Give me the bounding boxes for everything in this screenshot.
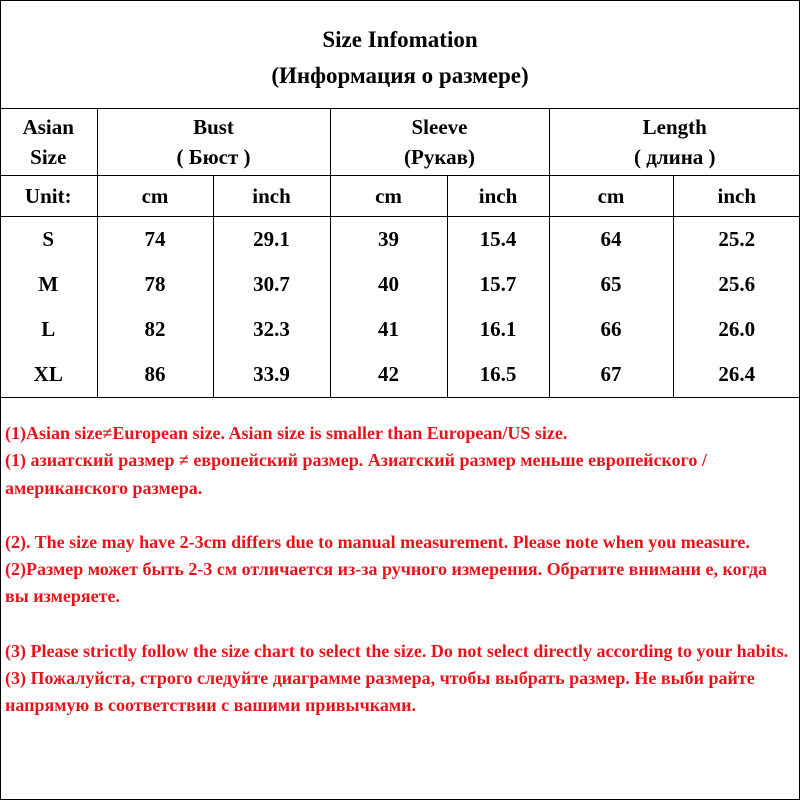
header-bust	[97, 109, 330, 176]
header-sleeve-line1: Sleeve	[411, 115, 468, 139]
unit-cell: cm	[549, 176, 673, 217]
table-cell: 25.6	[673, 262, 800, 307]
note-3-russian: (3) Пожалуйста, строго следуйте диаграмме размера, чтобы выбрать размер. Не выби райте напрямую в соответствии с вашими привычками.	[5, 668, 755, 716]
table-cell: 26.4	[673, 352, 800, 398]
header-bust-line1: Bust	[193, 115, 234, 139]
header-size-line2: Size	[30, 145, 67, 169]
note-1-english: (1)Asian size≠European size. Asian size is smaller than European/US size.	[5, 423, 568, 443]
table-row	[0, 262, 800, 307]
table-cell: L	[0, 307, 97, 352]
table-cell: M	[0, 262, 97, 307]
note-3-english: (3) Please strictly follow the size chart to select the size. Do not select directly according to your habits.	[5, 640, 789, 661]
table-cell: 74	[97, 217, 213, 263]
table-cell: 65	[549, 262, 673, 307]
header-row	[0, 109, 800, 176]
table-cell: 16.1	[447, 307, 549, 352]
header-length-line1: Length	[642, 115, 707, 139]
header-sleeve-line2: (Рукав)	[404, 145, 475, 169]
header-size-line1: Asian	[22, 115, 74, 139]
table-cell: 86	[97, 352, 213, 398]
unit-cell: inch	[673, 176, 800, 217]
unit-cell: inch	[213, 176, 330, 217]
unit-cell: Unit:	[0, 176, 97, 217]
table-cell: 29.1	[213, 217, 330, 263]
note-2-english: (2). The size may have 2-3cm differs due to manual measurement. Please note when you measure.	[5, 531, 750, 552]
unit-row	[0, 176, 800, 217]
header-length-line2: ( длина )	[633, 145, 716, 169]
table-cell: 67	[549, 352, 673, 398]
page-title	[0, 0, 800, 108]
header-length	[549, 109, 800, 176]
unit-cell: cm	[330, 176, 447, 217]
table-cell: 33.9	[213, 352, 330, 398]
table-cell: 30.7	[213, 262, 330, 307]
title-english: Size Infomation	[322, 27, 478, 52]
table-row	[0, 217, 800, 263]
table-cell: 26.0	[673, 307, 800, 352]
table-cell: S	[0, 217, 97, 263]
table-cell: 15.4	[447, 217, 549, 263]
size-table	[0, 108, 800, 398]
table-cell: 40	[330, 262, 447, 307]
table-cell: 42	[330, 352, 447, 398]
notes-section	[5, 420, 795, 720]
note-2-russian: (2)Размер может быть 2-3 см отличается из-за ручного измерения. Обратите внимани е, когда вы измеряете.	[5, 559, 768, 607]
header-bust-line2: ( Бюст )	[176, 145, 251, 169]
table-cell: 25.2	[673, 217, 800, 263]
table-cell: 41	[330, 307, 447, 352]
table-cell: 39	[330, 217, 447, 263]
table-cell: 15.7	[447, 262, 549, 307]
table-cell: XL	[0, 352, 97, 398]
table-cell: 66	[549, 307, 673, 352]
unit-cell: cm	[97, 176, 213, 217]
table-cell: 32.3	[213, 307, 330, 352]
title-russian: (Информация о размере)	[271, 63, 529, 88]
header-sleeve	[330, 109, 549, 176]
table-cell: 64	[549, 217, 673, 263]
table-cell: 82	[97, 307, 213, 352]
table-cell: 78	[97, 262, 213, 307]
note-1-russian: (1) азиатский размер ≠ европейский размер. Азиатский размер меньше европейского / американского размера.	[5, 450, 707, 498]
table-cell: 16.5	[447, 352, 549, 398]
unit-cell: inch	[447, 176, 549, 217]
table-row	[0, 307, 800, 352]
table-row	[0, 352, 800, 398]
header-size	[0, 109, 97, 176]
